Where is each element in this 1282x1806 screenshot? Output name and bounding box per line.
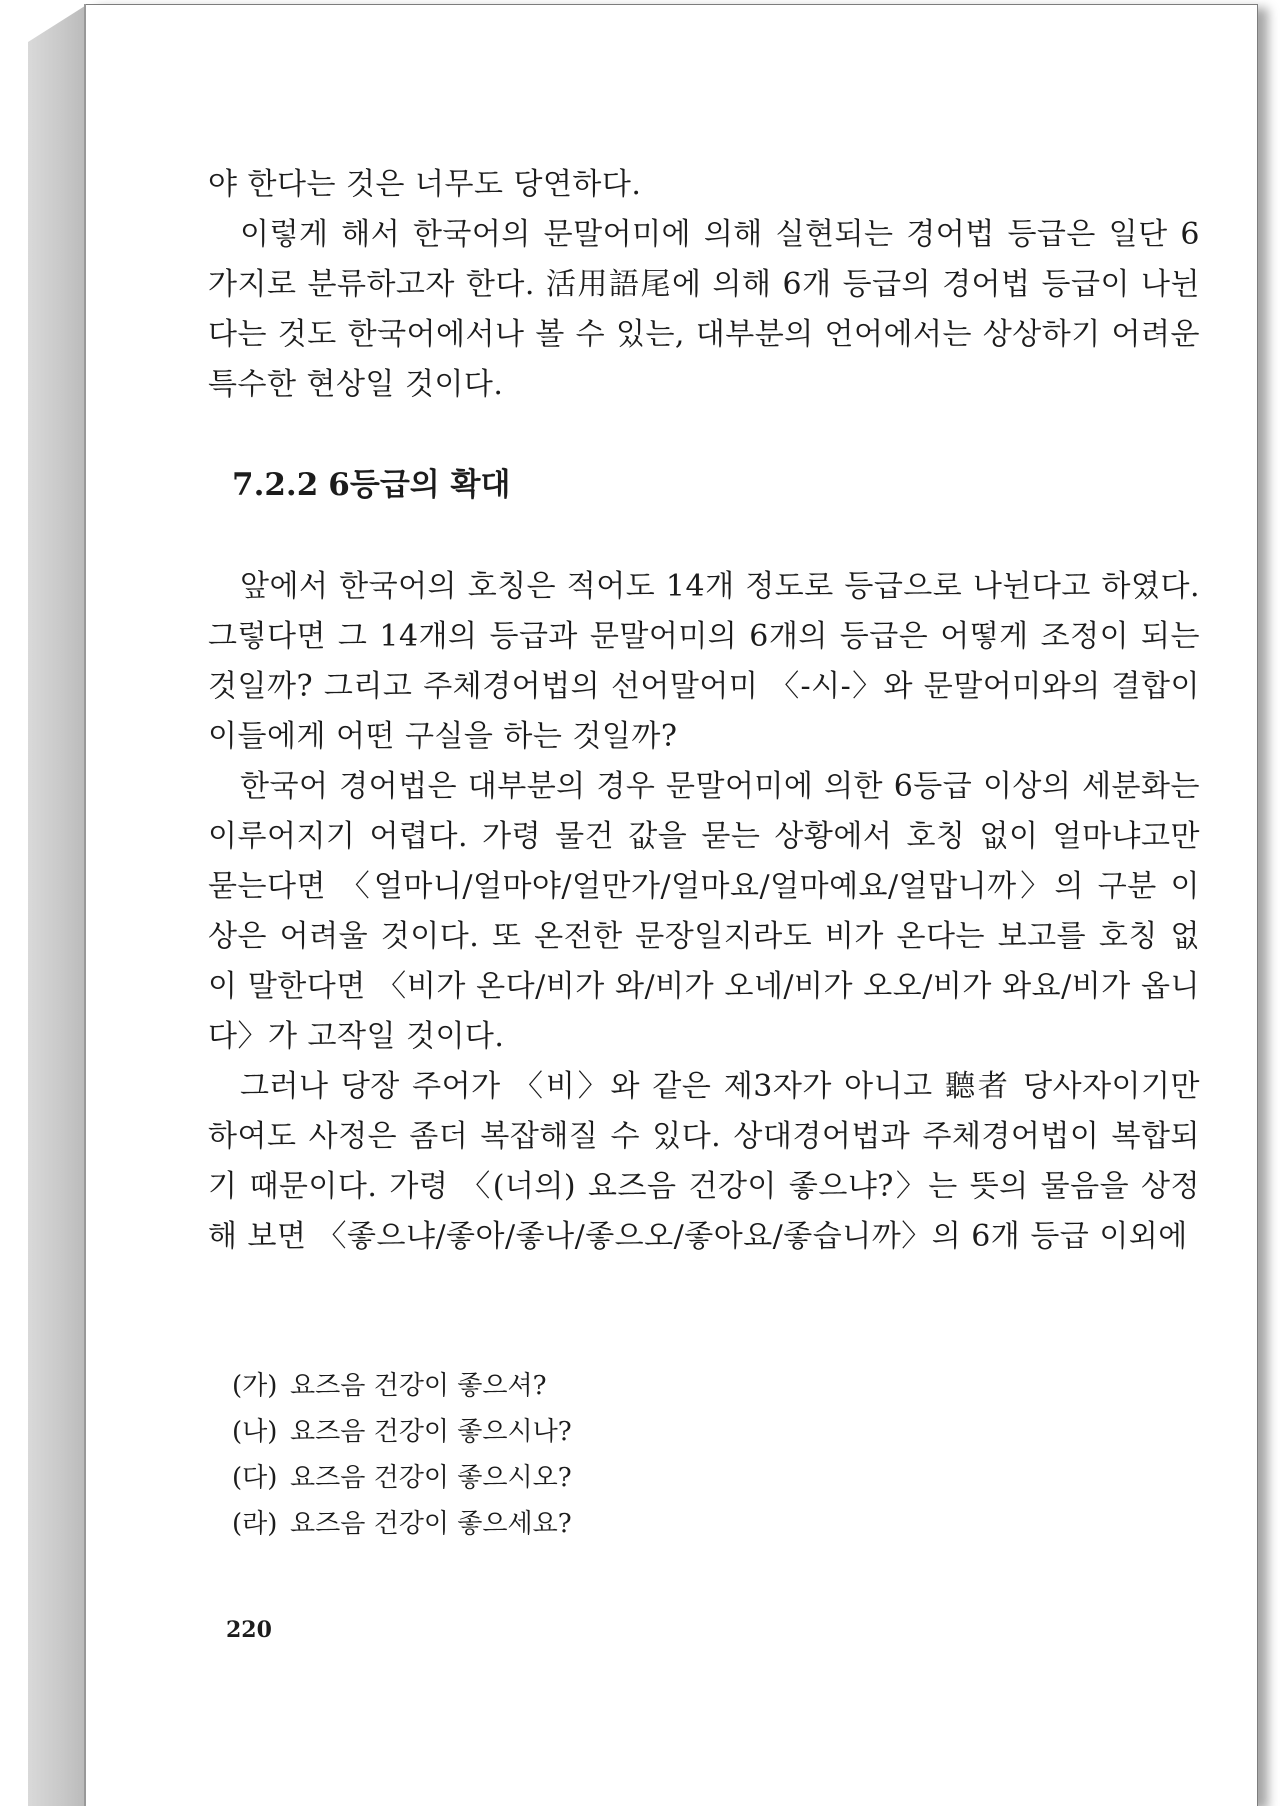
body-text [208,562,1200,1262]
section-number: 7.2.2 [232,467,319,503]
example-list [232,1363,932,1547]
example-item [232,1455,932,1501]
paragraph: 이렇게 해서 한국어의 문말어미에 의해 실현되는 경어법 등급은 일단 6가지로 분류하고자 한다. 活用語尾에 의해 6개 등급의 경어법 등급이 나뉜다는 것도 한국어에서나 볼 수 있는, 대부분의 언어에서는 상상하기 어려운 특수한 현상일 것이다. [208,217,1200,402]
example-item [232,1409,932,1455]
paragraph: 한국어 경어법은 대부분의 경우 문말어미에 의한 6등급 이상의 세분화는 이루어지기 어렵다. 가령 물건 값을 묻는 상황에서 호칭 없이 얼마냐고만 묻는다면 〈얼마니/얼마야/얼만가/얼마요/얼마예요/얼맙니까〉의 구분 이상은 어려울 것이다. 또 온전한 문장일지라도 비가 온다는 보고를 호칭 없이 말한다면 〈비가 온다/비가 와/비가 오네/비가 오오/비가 와요/비가 옵니다〉가 고작일 것이다. [208,769,1200,1054]
page-number: 220 [226,1617,272,1643]
example-item [232,1363,932,1409]
intro-text [208,160,1200,410]
example-mark: (다) [232,1463,278,1493]
book-spine-edge [28,4,88,1806]
example-text: 요즈음 건강이 좋으시오? [290,1463,572,1493]
example-mark: (나) [232,1417,278,1447]
paragraph: 야 한다는 것은 너무도 당연하다. [208,167,642,202]
paragraph: 그러나 당장 주어가 〈비〉와 같은 제3자가 아니고 聽者 당사자이기만 하여도 사정은 좀더 복잡해질 수 있다. 상대경어법과 주체경어법이 복합되기 때문이다. 가령 〈(너의) 요즈음 건강이 좋으냐?〉는 뜻의 물음을 상정해 보면 〈좋으냐/좋아/좋나/좋으오/좋아요/좋습니까〉의 6개 등급 이외에 [208,1069,1200,1254]
example-mark: (가) [232,1371,278,1401]
example-text: 요즈음 건강이 좋으시나? [290,1417,572,1447]
example-mark: (라) [232,1509,278,1539]
section-title: 6등급의 확대 [328,467,511,503]
paragraph: 앞에서 한국어의 호칭은 적어도 14개 정도로 등급으로 나뉜다고 하였다. 그렇다면 그 14개의 등급과 문말어미의 6개의 등급은 어떻게 조정이 되는 것일까? 그리고 주체경어법의 선어말어미 〈-시-〉와 문말어미와의 결합이 이들에게 어떤 구실을 하는 것일까? [208,569,1200,754]
book-page [86,4,1258,1806]
example-text: 요즈음 건강이 좋으세요? [290,1509,572,1539]
example-text: 요즈음 건강이 좋으셔? [290,1371,547,1401]
section-heading [232,465,510,505]
example-item [232,1501,932,1547]
